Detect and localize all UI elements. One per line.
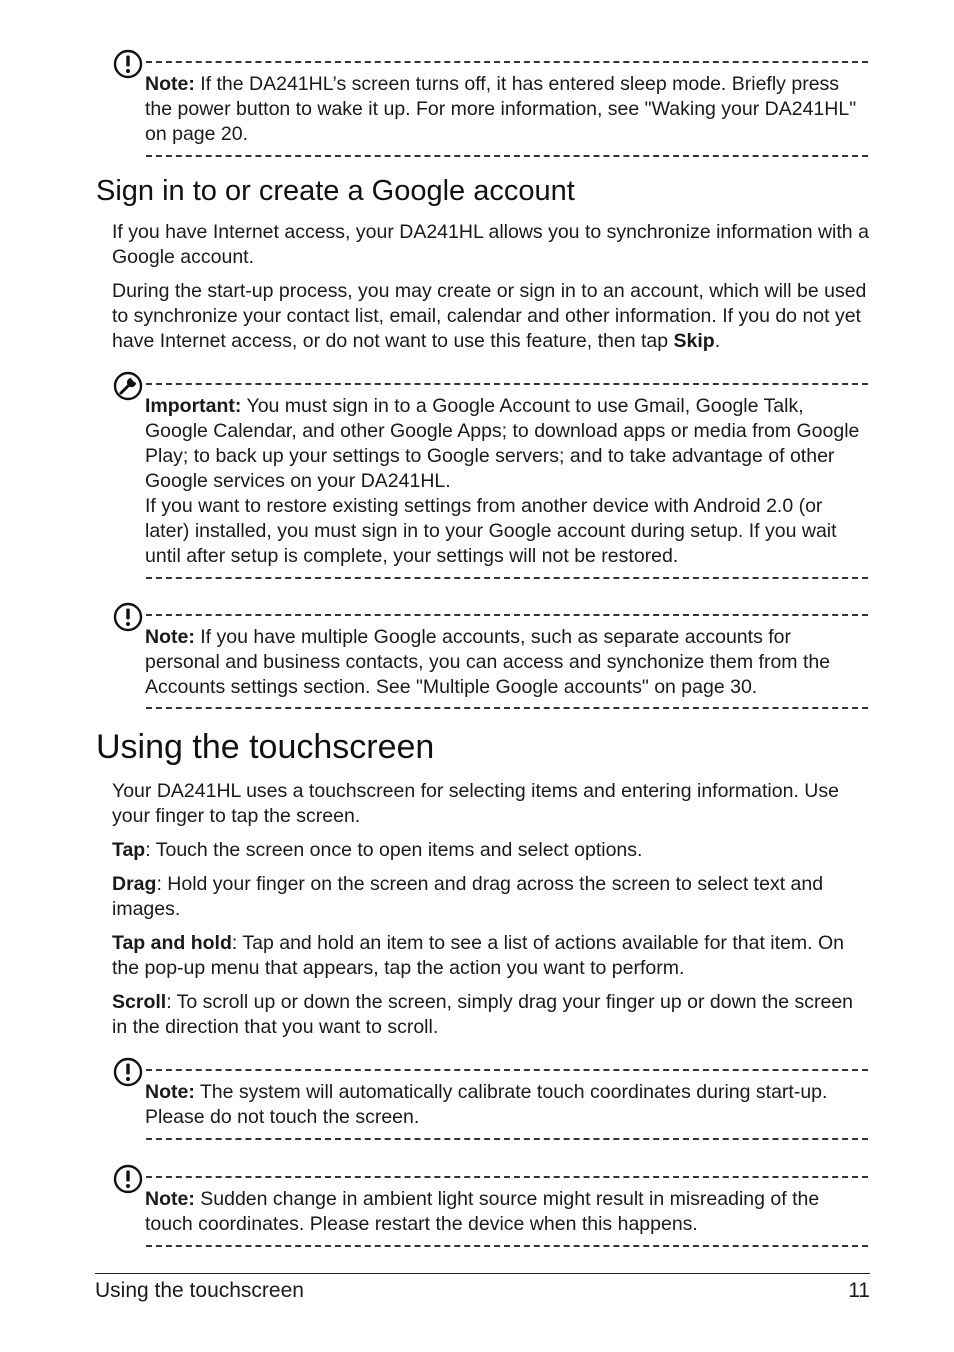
section-heading-google-account: Sign in to or create a Google account	[96, 175, 575, 207]
note-multiple-accounts	[112, 601, 868, 713]
note-calibration	[112, 1056, 868, 1144]
important-text-restore: If you want to restore existing settings from another device with Android 2.0 (or later) installed, you must sign in to your Google account during setup. If you wait until after setup is complete, your settings will not be restored.	[145, 495, 837, 567]
footer-section-title: Using the touchscreen	[95, 1279, 304, 1302]
dashed-rule-bottom	[146, 155, 868, 157]
gesture-tap-and-hold: Tap and hold: Tap and hold an item to see a list of actions available for that item. On the pop-up menu that appears, tap the action you want to perform.	[112, 932, 844, 979]
gesture-scroll: Scroll: To scroll up or down the screen, simply drag your finger up or down the screen in the direction that you want to scroll.	[112, 991, 854, 1038]
dashed-rule-top	[146, 1176, 868, 1178]
exclamation-circle-icon	[112, 48, 144, 80]
note-text: Note: If the DA241HL’s screen turns off, it has entered sleep mode. Briefly press the power button to wake it up. For more information, see "Waking your DA241HL" on page 20.	[145, 73, 857, 145]
gesture-drag: Drag: Hold your finger on the screen and drag across the screen to select text and images.	[112, 873, 824, 920]
note-ambient-light	[112, 1163, 868, 1251]
paragraph: During the start-up process, you may create or sign in to an account, which will be used to synchronize your contact list, email, calendar and other information. If you do not yet have Internet access, or do not want to use this feature, then tap Skip.	[112, 280, 867, 352]
dashed-rule-top	[146, 383, 868, 385]
note-important	[112, 370, 868, 585]
note-text: Note: Sudden change in ambient light source might result in misreading of the touch coordinates. Please restart the device when this happens.	[145, 1188, 820, 1235]
page-number: 11	[848, 1279, 870, 1302]
dashed-rule-bottom	[146, 1245, 868, 1247]
wrench-circle-icon	[112, 370, 144, 402]
paragraph: Your DA241HL uses a touchscreen for selecting items and entering information. Use your finger to tap the screen.	[112, 780, 839, 827]
dashed-rule-bottom	[146, 1138, 868, 1140]
dashed-rule-top	[146, 61, 868, 63]
dashed-rule-bottom	[146, 707, 868, 709]
footer-rule	[95, 1273, 870, 1274]
exclamation-circle-icon	[112, 1056, 144, 1088]
dashed-rule-bottom	[146, 577, 868, 579]
dashed-rule-top	[146, 1069, 868, 1071]
note-sleep-mode	[112, 48, 868, 160]
exclamation-circle-icon	[112, 601, 144, 633]
important-text: Important: You must sign in to a Google Account to use Gmail, Google Talk, Google Calendar, and other Google Apps; to download apps or media from Google Play; to back up your settings to Google servers; and to take advantage of other Google services on your DA241HL.	[145, 395, 860, 492]
note-text: Note: If you have multiple Google accounts, such as separate accounts for personal and business contacts, you can access and synchonize them from the Accounts settings section. See "Multiple Google accounts" on page 30.	[145, 626, 831, 698]
gesture-tap: Tap: Touch the screen once to open items and select options.	[112, 839, 643, 861]
exclamation-circle-icon	[112, 1163, 144, 1195]
note-text: Note: The system will automatically calibrate touch coordinates during start-up. Please do not touch the screen.	[145, 1081, 828, 1128]
section-heading-touchscreen: Using the touchscreen	[96, 728, 435, 766]
dashed-rule-top	[146, 614, 868, 616]
paragraph: If you have Internet access, your DA241HL allows you to synchronize information with a Google account.	[112, 221, 869, 268]
